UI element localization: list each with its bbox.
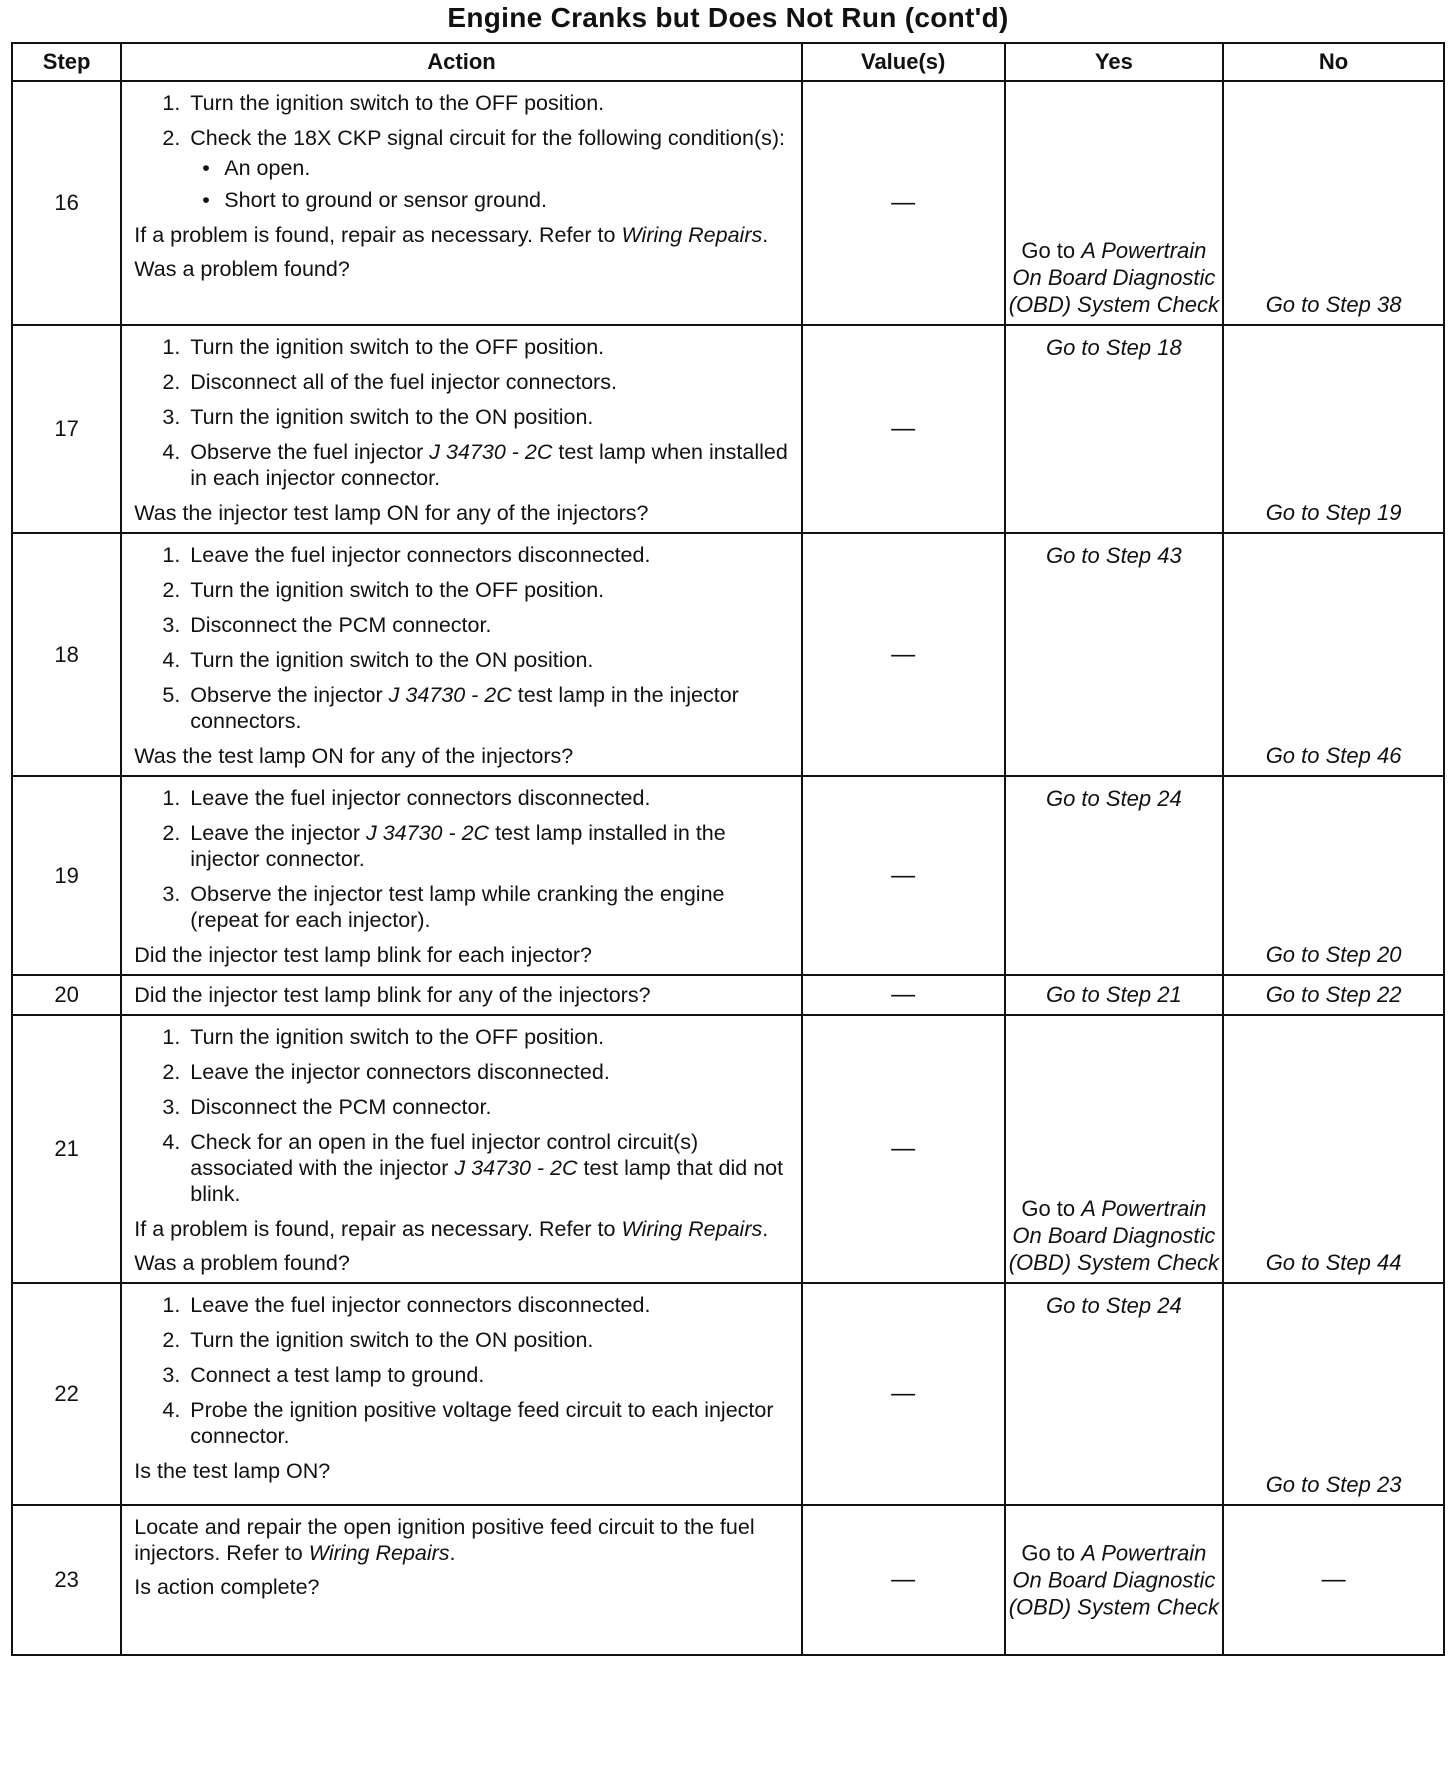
no-action: — <box>1321 1566 1346 1593</box>
table-header-row <box>12 43 1444 81</box>
instruction-text: Observe the fuel injector <box>190 440 430 464</box>
header-action: Action <box>121 43 802 81</box>
value-cell: — <box>802 325 1005 533</box>
table-row <box>12 1505 1444 1655</box>
list-item <box>186 820 793 872</box>
tool-number: J 34730 - 2C <box>454 1156 578 1180</box>
instruction-text: test lamp in the injector connectors. <box>190 683 739 733</box>
yes-lead: Go to <box>1021 1196 1082 1221</box>
value-cell: — <box>802 975 1005 1015</box>
instruction-list <box>134 785 793 933</box>
yes-action[interactable]: Go to Step 24 <box>1045 1293 1182 1318</box>
header-step: Step <box>12 43 121 81</box>
table-row <box>12 1015 1444 1283</box>
value-cell: — <box>802 1283 1005 1505</box>
list-item <box>186 439 793 491</box>
condition-list <box>190 155 793 213</box>
list-item: 4. Turn the ignition switch to the ON position. <box>186 647 793 673</box>
question: Did the injector test lamp blink for any of the injectors? <box>134 983 651 1007</box>
list-item: 3. Disconnect the PCM connector. <box>186 1094 793 1120</box>
value-cell: — <box>802 776 1005 975</box>
yes-cell <box>1005 81 1224 325</box>
tool-number: J 34730 - 2C <box>429 440 553 464</box>
no-action[interactable]: Go to Step 44 <box>1265 1250 1402 1275</box>
no-action[interactable]: Go to Step 23 <box>1265 1472 1402 1497</box>
yes-action[interactable]: Go to Step 18 <box>1045 335 1182 360</box>
instruction-text: test lamp installed in the injector connector. <box>190 821 726 871</box>
diagnostic-table <box>11 42 1445 1656</box>
list-item: 3. Disconnect the PCM connector. <box>186 612 793 638</box>
question: Did the injector test lamp blink for each injector? <box>134 943 592 967</box>
list-item <box>186 682 793 734</box>
instruction-list <box>134 90 793 213</box>
instruction-text: Check for an open in the fuel injector control circuit(s) associated with the injector <box>190 1130 699 1180</box>
no-cell <box>1223 776 1444 975</box>
action-cell <box>121 533 802 776</box>
yes-action[interactable]: Go to Step 24 <box>1045 786 1182 811</box>
no-cell <box>1223 1283 1444 1505</box>
step-number: 16 <box>12 81 121 325</box>
yes-action[interactable]: Go to Step 21 <box>1045 982 1182 1007</box>
action-cell <box>121 325 802 533</box>
list-item: 2. Turn the ignition switch to the ON position. <box>186 1327 793 1353</box>
value-cell: — <box>802 1015 1005 1283</box>
no-cell <box>1223 533 1444 776</box>
yes-lead: Go to <box>1021 1540 1082 1566</box>
table-row <box>12 1283 1444 1505</box>
step-number: 21 <box>12 1015 121 1283</box>
question: Was the injector test lamp ON for any of the injectors? <box>134 501 649 525</box>
list-item: • Short to ground or sensor ground. <box>220 187 793 213</box>
list-item: 2. Turn the ignition switch to the OFF position. <box>186 577 793 603</box>
list-item: 4. Probe the ignition positive voltage feed circuit to each injector connector. <box>186 1397 793 1449</box>
action-cell <box>121 1505 802 1655</box>
action-text <box>134 1514 793 1566</box>
tool-number: J 34730 - 2C <box>388 683 512 707</box>
list-item: 3. Observe the injector test lamp while cranking the engine (repeat for each injector). <box>186 881 793 933</box>
obd-check-link[interactable]: A Powertrain On Board Diagnostic (OBD) System Check <box>1008 238 1219 317</box>
no-cell <box>1223 1505 1444 1655</box>
list-item: 1. Turn the ignition switch to the OFF position. <box>186 1024 793 1050</box>
step-number: 22 <box>12 1283 121 1505</box>
yes-cell <box>1005 533 1224 776</box>
question: Was a problem found? <box>134 1251 350 1275</box>
table-row <box>12 776 1444 975</box>
instruction-text: Leave the injector <box>190 821 366 845</box>
header-yes: Yes <box>1005 43 1224 81</box>
wiring-repairs-link[interactable]: Wiring Repairs <box>621 223 763 247</box>
question: Is the test lamp ON? <box>134 1459 331 1483</box>
obd-check-link[interactable]: A Powertrain On Board Diagnostic (OBD) System Check <box>1008 1540 1219 1620</box>
list-item: 3. Turn the ignition switch to the ON position. <box>186 404 793 430</box>
no-action[interactable]: Go to Step 19 <box>1265 500 1402 525</box>
list-item: 1. Leave the fuel injector connectors disconnected. <box>186 1292 793 1318</box>
list-item: 2. Leave the injector connectors disconnected. <box>186 1059 793 1085</box>
header-values: Value(s) <box>802 43 1005 81</box>
yes-cell <box>1005 776 1224 975</box>
wiring-repairs-link[interactable]: Wiring Repairs <box>308 1541 450 1565</box>
action-cell <box>121 1015 802 1283</box>
table-row <box>12 975 1444 1015</box>
no-cell <box>1223 325 1444 533</box>
instruction-text: Check the 18X CKP signal circuit for the following condition(s): <box>190 126 786 150</box>
instruction-list <box>134 542 793 734</box>
page-title: Engine Cranks but Does Not Run (cont'd) <box>447 2 1009 33</box>
action-cell <box>121 1283 802 1505</box>
list-item: • An open. <box>220 155 793 181</box>
yes-action[interactable]: Go to Step 43 <box>1045 543 1182 568</box>
no-action[interactable]: Go to Step 38 <box>1265 292 1402 317</box>
list-item: 1. Leave the fuel injector connectors disconnected. <box>186 785 793 811</box>
no-action[interactable]: Go to Step 20 <box>1265 942 1402 967</box>
table-row <box>12 325 1444 533</box>
step-number: 18 <box>12 533 121 776</box>
instruction-text: Observe the injector <box>190 683 389 707</box>
question: Was the test lamp ON for any of the injectors? <box>134 744 574 768</box>
table-row <box>12 533 1444 776</box>
no-cell <box>1223 1015 1444 1283</box>
instruction-text: test lamp when installed in each injector connector. <box>190 440 788 490</box>
instruction-list <box>134 1024 793 1207</box>
instruction-list <box>134 1292 793 1449</box>
no-cell <box>1223 81 1444 325</box>
no-action[interactable]: Go to Step 22 <box>1265 982 1402 1007</box>
note-text: . <box>762 223 769 247</box>
no-action[interactable]: Go to Step 46 <box>1265 743 1402 768</box>
repair-note <box>134 222 793 248</box>
yes-cell <box>1005 975 1224 1015</box>
step-number: 17 <box>12 325 121 533</box>
repair-note <box>134 1216 793 1242</box>
step-number: 23 <box>12 1505 121 1655</box>
no-cell <box>1223 975 1444 1015</box>
list-item: 2. Disconnect all of the fuel injector connectors. <box>186 369 793 395</box>
note-text: If a problem is found, repair as necessary. Refer to <box>134 223 622 247</box>
instruction-list <box>134 334 793 491</box>
list-item <box>186 125 793 213</box>
action-cell <box>121 975 802 1015</box>
wiring-repairs-link[interactable]: Wiring Repairs <box>621 1217 763 1241</box>
list-item: 1. Turn the ignition switch to the OFF position. <box>186 334 793 360</box>
list-item: 1. Turn the ignition switch to the OFF position. <box>186 90 793 116</box>
question: Was a problem found? <box>134 257 350 281</box>
obd-check-link[interactable]: A Powertrain On Board Diagnostic (OBD) System Check <box>1008 1196 1219 1275</box>
yes-cell <box>1005 1015 1224 1283</box>
action-text: . <box>449 1541 456 1565</box>
yes-cell <box>1005 325 1224 533</box>
value-cell: — <box>802 81 1005 325</box>
list-item <box>186 1129 793 1207</box>
table-row <box>12 81 1444 325</box>
action-cell <box>121 81 802 325</box>
question: Is action complete? <box>134 1575 320 1599</box>
instruction-text: test lamp that did not blink. <box>190 1156 784 1206</box>
value-cell: — <box>802 1505 1005 1655</box>
yes-cell <box>1005 1283 1224 1505</box>
yes-lead: Go to <box>1021 238 1082 263</box>
step-number: 20 <box>12 975 121 1015</box>
list-item: 3. Connect a test lamp to ground. <box>186 1362 793 1388</box>
action-text: Locate and repair the open ignition positive feed circuit to the fuel injectors. Refer to <box>134 1515 755 1565</box>
yes-cell <box>1005 1505 1224 1655</box>
value-cell: — <box>802 533 1005 776</box>
action-cell <box>121 776 802 975</box>
note-text: . <box>762 1217 769 1241</box>
header-no: No <box>1223 43 1444 81</box>
tool-number: J 34730 - 2C <box>365 821 490 845</box>
note-text: If a problem is found, repair as necessary. Refer to <box>134 1217 622 1241</box>
list-item: 1. Leave the fuel injector connectors disconnected. <box>186 542 793 568</box>
step-number: 19 <box>12 776 121 975</box>
